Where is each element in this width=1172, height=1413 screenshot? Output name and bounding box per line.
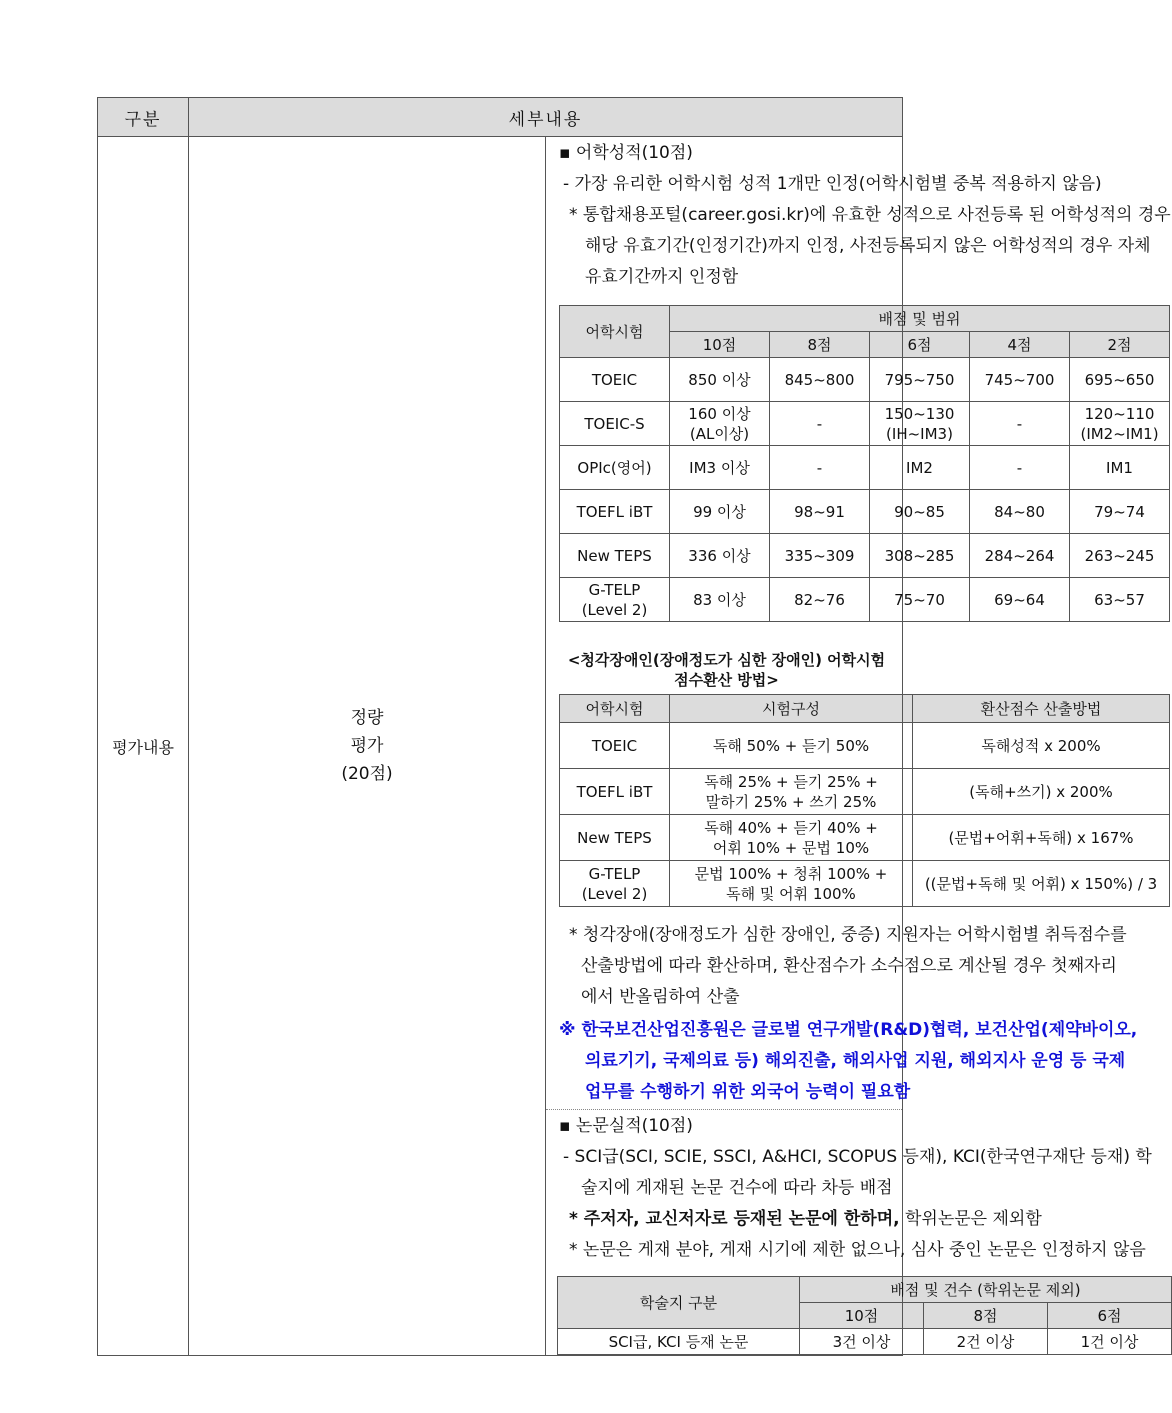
paper-dash: 술지에 게재된 논문 건수에 따라 차등 배점 bbox=[581, 1178, 893, 1198]
conversion-composition: 독해 25% + 듣기 25% + 말하기 25% + 쓰기 25% bbox=[670, 769, 913, 815]
score-cell: 336 이상 bbox=[670, 534, 770, 578]
score-table-row bbox=[560, 490, 1170, 534]
conversion-test-name: TOEFL iBT bbox=[560, 769, 670, 815]
header-details: 세부내용 bbox=[189, 98, 903, 137]
score-test-name: TOEFL iBT bbox=[560, 490, 670, 534]
paper-table bbox=[557, 1276, 1172, 1355]
highlight-note: 업무를 수행하기 위한 외국어 능력이 필요함 bbox=[585, 1082, 911, 1102]
score-test-name: TOEIC bbox=[560, 358, 670, 402]
paper-note: * 논문은 게재 분야, 게재 시기에 제한 없으나, 심사 중인 논문은 인정하지 않음 bbox=[569, 1240, 1146, 1260]
score-table-row bbox=[560, 578, 1170, 622]
score-cell: - bbox=[770, 402, 870, 446]
score-cell: 850 이상 bbox=[670, 358, 770, 402]
hearing-note: * 청각장애(장애정도가 심한 장애인, 중증) 지원자는 어학시험별 취득점수를 bbox=[569, 925, 1127, 945]
conversion-header: 환산점수 산출방법 bbox=[913, 695, 1170, 723]
details-cell bbox=[546, 137, 1171, 1356]
score-cell: 69~64 bbox=[970, 578, 1070, 622]
conversion-method: (문법+어휘+독해) x 167% bbox=[913, 815, 1170, 861]
score-cell: 75~70 bbox=[870, 578, 970, 622]
paper-point-header: 8점 bbox=[924, 1303, 1048, 1329]
language-note: 해당 유효기간(인정기간)까지 인정, 사전등록되지 않은 어학성적의 경우 자체 bbox=[585, 236, 1151, 256]
score-cell: 98~91 bbox=[770, 490, 870, 534]
header-category: 구분 bbox=[98, 98, 189, 137]
language-note: 유효기간까지 인정함 bbox=[585, 267, 739, 287]
score-cell: 79~74 bbox=[1070, 490, 1170, 534]
score-cell: 120~110 (IM2~IM1) bbox=[1070, 402, 1170, 446]
conversion-table-row bbox=[560, 723, 1170, 769]
score-cell: 284~264 bbox=[970, 534, 1070, 578]
score-cell: 99 이상 bbox=[670, 490, 770, 534]
score-point-header: 6점 bbox=[870, 332, 970, 358]
score-cell: 795~750 bbox=[870, 358, 970, 402]
conversion-table-row bbox=[560, 769, 1170, 815]
conversion-caption: <청각장애인(장애정도가 심한 장애인) 어학시험 점수환산 방법> bbox=[567, 651, 886, 689]
score-test-name: New TEPS bbox=[560, 534, 670, 578]
conversion-method: (독해+쓰기) x 200% bbox=[913, 769, 1170, 815]
language-dash: - 가장 유리한 어학시험 성적 1개만 인정(어학시험별 중복 적용하지 않음) bbox=[563, 174, 1102, 194]
score-cell: IM2 bbox=[870, 446, 970, 490]
score-point-header: 8점 bbox=[770, 332, 870, 358]
score-cell: 84~80 bbox=[970, 490, 1070, 534]
paper-row-label: SCI급, KCI 등재 논문 bbox=[558, 1329, 800, 1355]
score-cell: - bbox=[970, 446, 1070, 490]
score-cell: 695~650 bbox=[1070, 358, 1170, 402]
sub-category-line: 평가 bbox=[350, 736, 384, 756]
conversion-composition: 독해 40% + 듣기 40% + 어휘 10% + 문법 10% bbox=[670, 815, 913, 861]
section-divider bbox=[546, 1109, 902, 1110]
conversion-method: 독해성적 x 200% bbox=[913, 723, 1170, 769]
score-point-header: 4점 bbox=[970, 332, 1070, 358]
score-test-name: G-TELP (Level 2) bbox=[560, 578, 670, 622]
score-col-range: 배점 및 범위 bbox=[670, 306, 1170, 332]
conversion-composition: 독해 50% + 듣기 50% bbox=[670, 723, 913, 769]
paper-note bbox=[559, 1204, 1042, 1235]
highlight-note: ※ 한국보건산업진흥원은 글로벌 연구개발(R&D)협력, 보건산업(제약바이오, bbox=[559, 1020, 1138, 1040]
conversion-test-name: G-TELP (Level 2) bbox=[560, 861, 670, 907]
score-cell: 160 이상 (AL이상) bbox=[670, 402, 770, 446]
score-cell: 308~285 bbox=[870, 534, 970, 578]
paper-title: ▪ 논문실적(10점) bbox=[559, 1116, 693, 1136]
language-title: ▪ 어학성적(10점) bbox=[559, 143, 693, 163]
conversion-method: ((문법+독해 및 어휘) x 150%) / 3 bbox=[913, 861, 1170, 907]
score-cell: - bbox=[970, 402, 1070, 446]
score-cell: - bbox=[770, 446, 870, 490]
score-table-row bbox=[560, 402, 1170, 446]
conversion-header: 어학시험 bbox=[560, 695, 670, 723]
score-cell: 335~309 bbox=[770, 534, 870, 578]
paper-note-bold: * 주저자, 교신저자로 등재된 논문에 한하며, bbox=[569, 1209, 900, 1229]
paper-row-cell: 2건 이상 bbox=[924, 1329, 1048, 1355]
score-test-name: OPIc(영어) bbox=[560, 446, 670, 490]
score-col-test: 어학시험 bbox=[560, 306, 670, 358]
paper-col-journal: 학술지 구분 bbox=[558, 1277, 800, 1329]
score-table-body bbox=[560, 358, 1170, 622]
evaluation-table bbox=[97, 97, 1171, 1356]
sub-category-line: 정량 bbox=[350, 708, 384, 728]
score-point-header: 2점 bbox=[1070, 332, 1170, 358]
conversion-table-row bbox=[560, 815, 1170, 861]
paper-point-header: 10점 bbox=[800, 1303, 924, 1329]
hearing-note: 산출방법에 따라 환산하며, 환산점수가 소수점으로 계산될 경우 첫째자리 bbox=[581, 956, 1117, 976]
paper-row-cell: 1건 이상 bbox=[1048, 1329, 1172, 1355]
paper-point-header: 6점 bbox=[1048, 1303, 1172, 1329]
paper-dash: - SCI급(SCI, SCIE, SSCI, A&HCI, SCOPUS 등재), KCI(한국연구재단 등재) 학 bbox=[563, 1147, 1152, 1167]
score-cell: 83 이상 bbox=[670, 578, 770, 622]
hearing-note: 에서 반올림하여 산출 bbox=[581, 987, 740, 1007]
score-cell: 63~57 bbox=[1070, 578, 1170, 622]
score-test-name: TOEIC-S bbox=[560, 402, 670, 446]
conversion-composition: 문법 100% + 청취 100% + 독해 및 어휘 100% bbox=[670, 861, 913, 907]
score-cell: IM3 이상 bbox=[670, 446, 770, 490]
conversion-table-body bbox=[560, 723, 1170, 907]
score-cell: 845~800 bbox=[770, 358, 870, 402]
score-table-row bbox=[560, 446, 1170, 490]
score-table-row bbox=[560, 358, 1170, 402]
score-cell: 90~85 bbox=[870, 490, 970, 534]
score-cell: 745~700 bbox=[970, 358, 1070, 402]
score-cell: 263~245 bbox=[1070, 534, 1170, 578]
sub-category-line: (20점) bbox=[341, 764, 393, 784]
paper-note-rest: 학위논문은 제외함 bbox=[899, 1209, 1042, 1229]
conversion-table bbox=[559, 694, 1170, 907]
score-cell: 150~130 (IH~IM3) bbox=[870, 402, 970, 446]
paper-row-cell: 3건 이상 bbox=[800, 1329, 924, 1355]
score-table-row bbox=[560, 534, 1170, 578]
score-cell: IM1 bbox=[1070, 446, 1170, 490]
language-note: * 통합채용포털(career.gosi.kr)에 유효한 성적으로 사전등록 된 어학성적의 경우 bbox=[569, 205, 1171, 225]
score-table bbox=[559, 305, 1170, 622]
paper-col-points: 배점 및 건수 (학위논문 제외) bbox=[800, 1277, 1172, 1303]
conversion-header: 시험구성 bbox=[670, 695, 913, 723]
conversion-table-row bbox=[560, 861, 1170, 907]
conversion-test-name: New TEPS bbox=[560, 815, 670, 861]
conversion-test-name: TOEIC bbox=[560, 723, 670, 769]
score-cell: 82~76 bbox=[770, 578, 870, 622]
sub-category-cell bbox=[189, 137, 546, 1356]
category-cell: 평가내용 bbox=[98, 137, 189, 1356]
score-point-header: 10점 bbox=[670, 332, 770, 358]
highlight-note: 의료기기, 국제의료 등) 해외진출, 해외사업 지원, 해외지사 운영 등 국제 bbox=[585, 1051, 1126, 1071]
paper-table-row bbox=[558, 1329, 1172, 1355]
